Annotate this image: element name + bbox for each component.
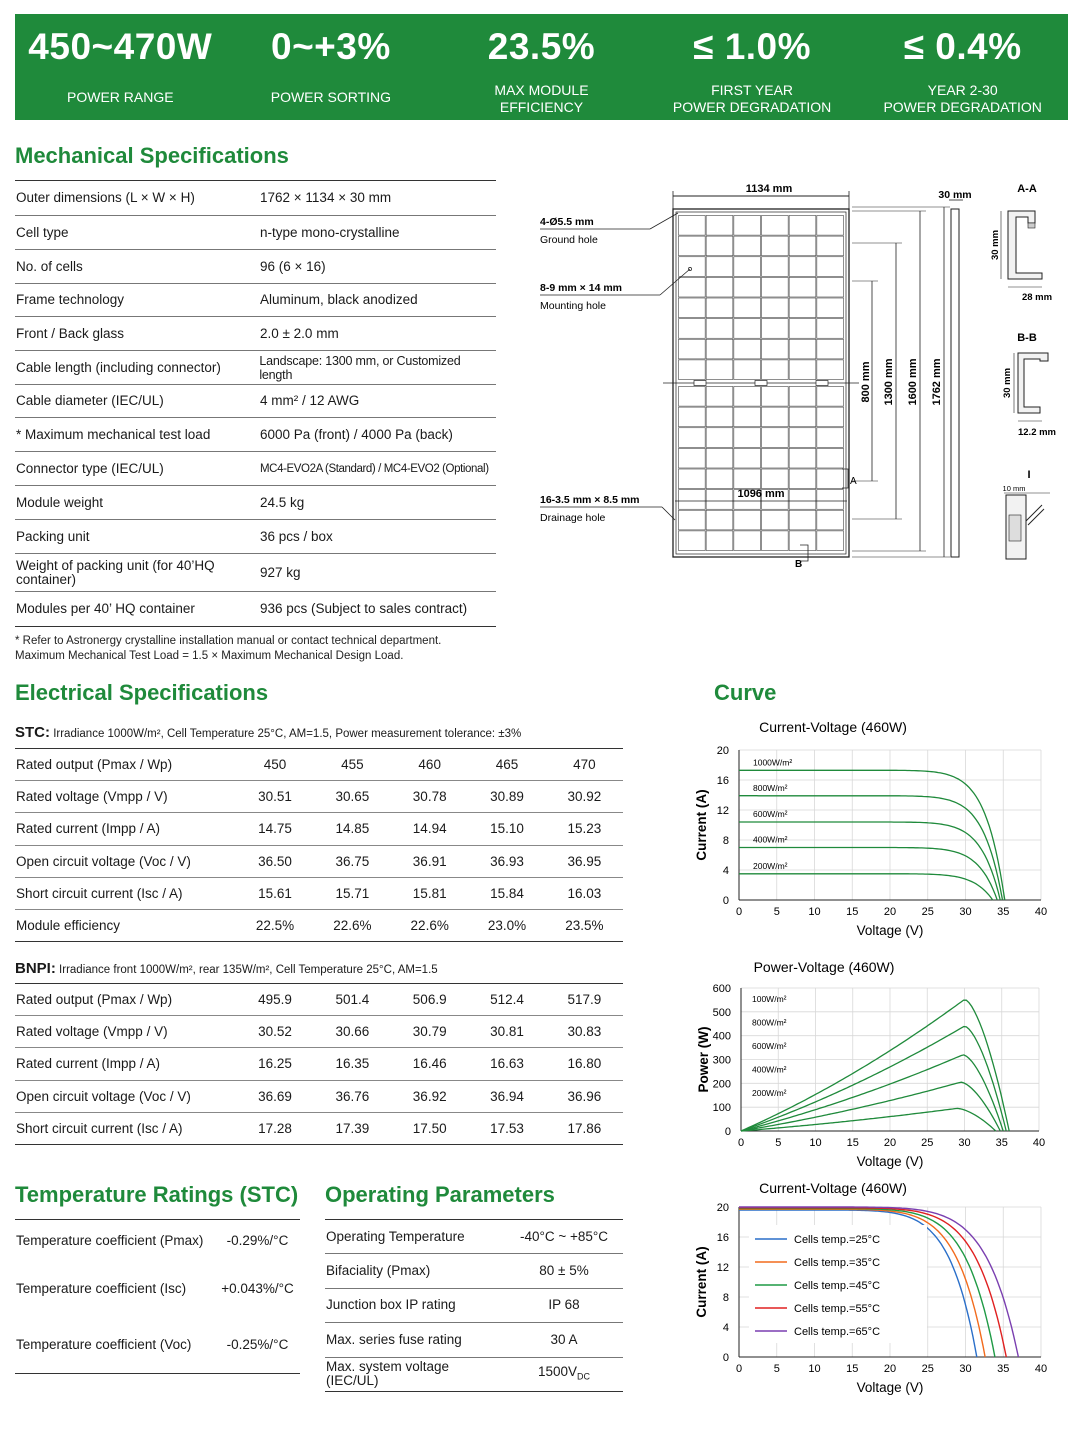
operating-value-text: 30 A [550, 1331, 578, 1347]
stc-table [15, 748, 623, 942]
legend-label: Cells temp.=55°C [794, 1303, 881, 1315]
electrical-value: 15.81 [412, 885, 447, 901]
y-tick-label: 200 [712, 1078, 731, 1091]
series-line [741, 1108, 996, 1131]
y-tick-label: 0 [722, 895, 729, 907]
spec-key: Modules per 40’ HQ container [16, 601, 195, 616]
electrical-value: 22.6% [333, 918, 372, 934]
electrical-value: 30.78 [412, 789, 447, 805]
operating-value-sub: DC [577, 1371, 591, 1382]
spec-value: 2.0 ± 2.0 mm [260, 325, 339, 341]
x-tick-label: 30 [958, 1137, 971, 1149]
electrical-key: Open circuit voltage (Voc / V) [16, 853, 191, 869]
series-label: 600W/m² [752, 1041, 787, 1051]
operating-value [505, 1365, 623, 1384]
x-tick-label: 5 [775, 1137, 782, 1149]
electrical-value: 15.23 [567, 821, 602, 837]
electrical-value: 36.75 [335, 853, 370, 869]
legend-label: Cells temp.=65°C [794, 1326, 881, 1338]
spec-key: Module weight [16, 494, 104, 510]
banner-label-line: MAX MODULE [494, 82, 589, 98]
spec-key: Connector type (IEC/UL) [16, 460, 164, 476]
y-tick-label: 4 [722, 865, 729, 877]
spec-row [15, 216, 496, 250]
banner-label-line: YEAR 2-30 [927, 82, 998, 98]
spec-value: Aluminum, black anodized [260, 292, 418, 307]
x-tick-label: 30 [959, 1363, 972, 1375]
electrical-value: 36.91 [412, 853, 447, 869]
electrical-value: 450 [263, 757, 287, 773]
electrical-value: 517.9 [567, 992, 602, 1008]
x-tick-label: 40 [1034, 906, 1048, 918]
y-tick-label: 4 [722, 1322, 729, 1334]
spec-key: Outer dimensions (L × W × H) [16, 190, 195, 205]
legend-label: Cells temp.=25°C [794, 1234, 881, 1246]
y-axis-label: Current (A) [694, 789, 709, 861]
spec-row [15, 554, 496, 592]
operating-value-text: 80 ± 5% [539, 1263, 589, 1279]
electrical-row [15, 878, 623, 910]
electrical-value: 16.35 [335, 1056, 370, 1072]
electrical-value: 30.51 [258, 789, 292, 805]
chart-title: Current-Voltage (460W) [759, 719, 907, 735]
banner-value: ≤ 0.4% [903, 26, 1022, 67]
x-tick-label: 0 [735, 906, 743, 918]
electrical-value: 17.50 [412, 1120, 447, 1136]
note-line: * Refer to Astronergy crystalline installation manual or contact technical department. [15, 635, 442, 647]
banner-label [436, 82, 647, 116]
spec-row [15, 351, 496, 385]
x-tick-label: 15 [846, 906, 859, 918]
spec-key: Front / Back glass [16, 325, 125, 341]
spec-row [15, 520, 496, 554]
electrical-value: 17.86 [567, 1120, 602, 1136]
electrical-value: 17.39 [335, 1120, 370, 1136]
spec-row [15, 284, 496, 317]
y-tick-label: 16 [716, 775, 729, 787]
ground-hole-dim: 4-Ø5.5 mm [540, 216, 594, 228]
electrical-value: 15.71 [335, 885, 370, 901]
spec-row [15, 418, 496, 452]
spec-key: Cell type [16, 224, 69, 240]
series-label: 600W/m² [753, 809, 788, 819]
electrical-value: 36.94 [490, 1088, 524, 1104]
electrical-title: Electrical Specifications [15, 680, 269, 705]
mechanical-title: Mechanical Specifications [15, 143, 289, 168]
electrical-value: 495.9 [258, 992, 292, 1008]
banner-label-line: EFFICIENCY [499, 99, 584, 115]
electrical-row [15, 1081, 623, 1113]
temperature-title: Temperature Ratings (STC) [15, 1182, 299, 1207]
spec-value: 6000 Pa (front) / 4000 Pa (back) [260, 426, 453, 442]
electrical-key: Short circuit current (Isc / A) [16, 1120, 183, 1136]
chart-title: Power-Voltage (460W) [753, 959, 895, 975]
y-tick-label: 100 [712, 1102, 731, 1115]
temperature-key: Temperature coefficient (Voc) [16, 1336, 192, 1352]
dim-1300: 1300 mm [883, 358, 895, 406]
operating-value [505, 1230, 623, 1244]
electrical-value: 30.65 [335, 789, 370, 805]
electrical-key: Short circuit current (Isc / A) [16, 885, 183, 901]
x-tick-label: 10 [808, 1363, 821, 1375]
spec-row [15, 486, 496, 520]
spec-row [15, 592, 496, 627]
electrical-value: 36.96 [567, 1088, 602, 1104]
banner-value: 450~470W [28, 26, 213, 67]
electrical-value: 36.69 [258, 1088, 292, 1104]
operating-title: Operating Parameters [325, 1182, 555, 1207]
electrical-value: 30.66 [335, 1024, 370, 1040]
x-tick-label: 5 [773, 906, 780, 918]
banner-year-2-30 [857, 14, 1068, 120]
temperature-row [15, 1262, 300, 1316]
spec-row [15, 452, 496, 486]
electrical-key: Rated current (Impp / A) [16, 821, 161, 837]
banner-value: 23.5% [487, 26, 596, 67]
spec-key: Cable length (including connector) [16, 359, 221, 375]
spec-row [15, 250, 496, 284]
electrical-key: Rated voltage (Vmpp / V) [16, 1024, 168, 1040]
spec-key: Frame technology [16, 292, 125, 307]
electrical-value: 36.93 [490, 853, 524, 869]
operating-row [325, 1220, 623, 1254]
electrical-key: Rated current (Impp / A) [16, 1056, 161, 1072]
electrical-value: 36.92 [412, 1088, 447, 1104]
spec-value: n-type mono-crystalline [260, 224, 400, 240]
electrical-key: Open circuit voltage (Voc / V) [16, 1088, 191, 1104]
series-label: 400W/m² [753, 834, 788, 845]
y-tick-label: 20 [716, 1202, 729, 1214]
operating-key: Operating Temperature [326, 1228, 465, 1244]
section-aa-height: 30 mm [990, 229, 1001, 261]
spec-value: 927 kg [260, 564, 301, 580]
x-tick-label: 0 [735, 1363, 743, 1375]
series-label: 200W/m² [753, 860, 788, 871]
y-tick-label: 400 [712, 1030, 731, 1043]
stc-label: STC: [15, 724, 50, 741]
temperature-value: -0.25%/°C [226, 1336, 289, 1352]
banner-value: 0~+3% [271, 26, 391, 67]
dim-1600: 1600 mm [907, 358, 919, 406]
series-label: 800W/m² [752, 1017, 787, 1028]
x-tick-label: 5 [773, 1363, 780, 1375]
spec-value: 936 pcs (Subject to sales contract) [260, 601, 468, 616]
mechanical-table [15, 180, 496, 627]
legend-label: Cells temp.=35°C [794, 1257, 881, 1269]
y-tick-label: 0 [722, 1352, 729, 1364]
pv-curve-chart [682, 953, 1062, 1175]
electrical-value: 15.84 [490, 885, 524, 901]
dim-1762: 1762 mm [931, 358, 943, 406]
note-line: Maximum Mechanical Test Load = 1.5 × Maximum Mechanical Design Load. [15, 650, 404, 662]
bnpi-label: BNPI: [15, 960, 56, 977]
operating-row [325, 1289, 623, 1323]
ground-hole-label: Ground hole [540, 234, 598, 246]
electrical-value: 14.94 [412, 821, 447, 837]
x-tick-label: 40 [1032, 1137, 1046, 1149]
x-axis-label: Voltage (V) [856, 1380, 924, 1395]
operating-table [325, 1219, 623, 1392]
electrical-value: 22.5% [255, 918, 295, 934]
electrical-value: 17.28 [258, 1120, 292, 1136]
operating-value-text: IP 68 [548, 1297, 580, 1313]
electrical-value: 17.53 [490, 1120, 524, 1136]
banner-value: ≤ 1.0% [693, 26, 812, 67]
electrical-row [15, 1048, 623, 1080]
x-tick-label: 20 [883, 1137, 897, 1149]
curve-title: Curve [714, 680, 777, 705]
mechanical-note [15, 634, 441, 664]
electrical-value: 15.61 [258, 885, 292, 901]
electrical-value: 460 [418, 757, 441, 773]
operating-row [325, 1323, 623, 1357]
electrical-row [15, 984, 623, 1016]
spec-value: MC4-EVO2A (Standard) / MC4-EVO2 (Optional) [260, 462, 489, 475]
spec-key: Cable diameter (IEC/UL) [16, 393, 164, 408]
drainage-hole-label: Drainage hole [540, 512, 606, 524]
electrical-value: 16.80 [567, 1056, 602, 1072]
x-tick-label: 35 [997, 906, 1010, 918]
operating-value-text: -40°C ~ +85°C [519, 1228, 609, 1244]
x-tick-label: 20 [883, 906, 897, 918]
x-tick-label: 10 [809, 1137, 822, 1149]
series-label: 100W/m² [752, 994, 787, 1004]
electrical-value: 36.76 [335, 1088, 370, 1104]
legend-label: Cells temp.=45°C [794, 1280, 881, 1292]
operating-key: Max. system voltage (IEC/UL) [326, 1359, 450, 1389]
x-tick-label: 35 [995, 1137, 1008, 1149]
inner-width-dim: 1096 mm [737, 488, 785, 500]
electrical-value: 465 [495, 757, 519, 773]
electrical-value: 23.5% [565, 918, 604, 934]
x-tick-label: 25 [921, 1363, 934, 1375]
stc-condition [15, 724, 521, 741]
y-tick-label: 12 [716, 805, 729, 817]
electrical-value: 455 [341, 757, 364, 773]
banner-label [647, 82, 858, 116]
section-aa-title: A-A [1017, 183, 1037, 195]
y-tick-label: 8 [722, 1292, 729, 1304]
electrical-value: 30.83 [567, 1024, 602, 1040]
banner-first-year [647, 14, 858, 120]
y-axis-label: Power (W) [696, 1026, 711, 1093]
banner-label-line: FIRST YEAR [711, 82, 794, 98]
x-tick-label: 15 [846, 1137, 859, 1149]
mounting-hole-label: Mounting hole [540, 300, 606, 312]
y-tick-label: 0 [724, 1126, 731, 1138]
x-tick-label: 25 [921, 906, 934, 918]
operating-row [325, 1254, 623, 1288]
section-aa-width: 28 mm [1021, 292, 1053, 303]
electrical-row [15, 910, 623, 942]
electrical-value: 30.92 [567, 789, 602, 805]
x-axis-label: Voltage (V) [856, 1154, 924, 1169]
electrical-value: 36.95 [567, 853, 602, 869]
dim-800: 800 mm [860, 361, 872, 403]
iv-curve-irradiance-chart [682, 712, 1062, 952]
spec-value: 36 pcs / box [260, 528, 333, 544]
electrical-row [15, 1016, 623, 1048]
electrical-value: 14.75 [258, 821, 292, 837]
spec-key: * Maximum mechanical test load [16, 426, 211, 442]
bnpi-table [15, 983, 623, 1145]
operating-value-text: 1500V [537, 1363, 578, 1379]
electrical-value: 30.81 [490, 1024, 524, 1040]
banner-label: POWER RANGE [67, 89, 174, 105]
bnpi-condition [15, 960, 438, 977]
electrical-value: 30.79 [412, 1024, 447, 1040]
banner-label-line: POWER DEGRADATION [883, 99, 1042, 115]
banner-power-range [15, 14, 226, 120]
electrical-row [15, 813, 623, 845]
section-bb-width: 12.2 mm [1017, 427, 1057, 438]
electrical-row [15, 1113, 623, 1145]
electrical-value: 16.03 [567, 885, 602, 901]
operating-value [505, 1264, 623, 1278]
spec-key: No. of cells [16, 258, 83, 274]
banner-label [857, 82, 1068, 116]
series-label: 800W/m² [753, 782, 788, 793]
temperature-row [15, 1316, 300, 1374]
banner-efficiency [436, 14, 647, 120]
spec-key: Weight of packing unit (for 40’HQ container) [16, 557, 215, 587]
x-tick-label: 20 [883, 1363, 897, 1375]
y-tick-label: 16 [716, 1232, 729, 1244]
width-dim: 1134 mm [745, 183, 793, 195]
temperature-key: Temperature coefficient (Pmax) [16, 1233, 204, 1248]
series-label: 1000W/m² [753, 757, 793, 768]
module-drawing [530, 175, 1075, 575]
electrical-row [15, 781, 623, 813]
mounting-hole-dim: 8-9 mm × 14 mm [540, 282, 623, 294]
electrical-key: Rated output (Pmax / Wp) [16, 992, 173, 1008]
electrical-value: 501.4 [335, 992, 370, 1008]
electrical-value: 506.9 [412, 992, 447, 1008]
spec-row [15, 385, 496, 418]
section-mark-b: B [795, 559, 803, 570]
header-banner [15, 14, 1068, 120]
temperature-value: +0.043%/°C [221, 1281, 294, 1296]
x-tick-label: 0 [737, 1137, 745, 1149]
x-tick-label: 15 [846, 1363, 859, 1375]
banner-power-sorting [226, 14, 437, 120]
electrical-key: Rated voltage (Vmpp / V) [16, 789, 168, 805]
y-tick-label: 12 [716, 1262, 729, 1274]
banner-label-line: POWER DEGRADATION [672, 99, 832, 115]
spec-value: 1762 × 1134 × 30 mm [260, 190, 392, 205]
y-axis-label: Current (A) [694, 1246, 709, 1318]
electrical-key: Module efficiency [16, 918, 121, 934]
y-tick-label: 8 [722, 835, 729, 847]
electrical-value: 30.89 [490, 789, 524, 805]
thickness-dim: 30 mm [938, 189, 972, 201]
electrical-value: 470 [573, 757, 596, 773]
temperature-key: Temperature coefficient (Isc) [16, 1281, 187, 1296]
temperature-value: -0.29%/°C [226, 1233, 289, 1248]
x-tick-label: 25 [921, 1137, 934, 1149]
y-tick-label: 500 [712, 1006, 731, 1019]
y-tick-label: 600 [712, 983, 731, 995]
electrical-value: 16.63 [490, 1056, 524, 1072]
detail-i-title: I [1027, 469, 1031, 481]
spec-key: Packing unit [16, 528, 90, 544]
electrical-value: 16.46 [412, 1056, 447, 1072]
electrical-value: 22.6% [410, 918, 449, 934]
module-outline [663, 209, 859, 557]
electrical-row [15, 846, 623, 878]
electrical-key: Rated output (Pmax / Wp) [16, 757, 173, 773]
spec-value: 4 mm² / 12 AWG [260, 393, 360, 408]
x-tick-label: 40 [1034, 1363, 1048, 1375]
electrical-value: 15.10 [490, 821, 524, 837]
operating-value [505, 1298, 623, 1312]
electrical-value: 30.52 [258, 1024, 292, 1040]
electrical-value: 512.4 [490, 992, 524, 1008]
operating-key: Bifaciality (Pmax) [326, 1263, 431, 1279]
spec-value: 96 (6 × 16) [260, 258, 326, 274]
section-bb-height: 30 mm [1002, 367, 1013, 399]
spec-value: 24.5 kg [260, 494, 305, 510]
section-mark-a: A [850, 476, 857, 487]
temperature-table [15, 1219, 300, 1374]
chart-title: Current-Voltage (460W) [759, 1180, 907, 1196]
spec-value: Landscape: 1300 mm, or Customized length [259, 353, 461, 382]
spec-row [15, 317, 496, 351]
banner-label: POWER SORTING [270, 89, 392, 105]
x-tick-label: 10 [808, 906, 821, 918]
drainage-hole-dim: 16-3.5 mm × 8.5 mm [540, 494, 640, 506]
x-tick-label: 30 [959, 906, 972, 918]
series-label: 400W/m² [752, 1064, 787, 1075]
spec-row [15, 181, 496, 216]
y-tick-label: 300 [712, 1054, 731, 1067]
temperature-row [15, 1220, 300, 1262]
operating-value [505, 1333, 623, 1347]
stc-condition-text: Irradiance 1000W/m², Cell Temperature 25°C, AM=1.5, Power measurement tolerance: ±3% [53, 728, 522, 740]
electrical-value: 16.25 [258, 1056, 292, 1072]
electrical-value: 23.0% [487, 918, 527, 934]
detail-i-dim: 10 mm [1002, 484, 1026, 493]
operating-key: Max. series fuse rating [326, 1331, 462, 1347]
bnpi-condition-text: Irradiance front 1000W/m², rear 135W/m², Cell Temperature 25°C, AM=1.5 [59, 964, 438, 976]
iv-curve-temperature-chart [682, 1174, 1062, 1406]
electrical-value: 14.85 [335, 821, 370, 837]
section-bb-title: B-B [1017, 332, 1037, 344]
x-tick-label: 35 [997, 1363, 1010, 1375]
electrical-value: 36.50 [258, 853, 292, 869]
series-label: 200W/m² [752, 1088, 787, 1098]
electrical-row [15, 749, 623, 781]
operating-row [325, 1358, 623, 1392]
x-axis-label: Voltage (V) [856, 923, 924, 938]
y-tick-label: 20 [716, 745, 729, 757]
operating-key: Junction box IP rating [326, 1297, 456, 1313]
